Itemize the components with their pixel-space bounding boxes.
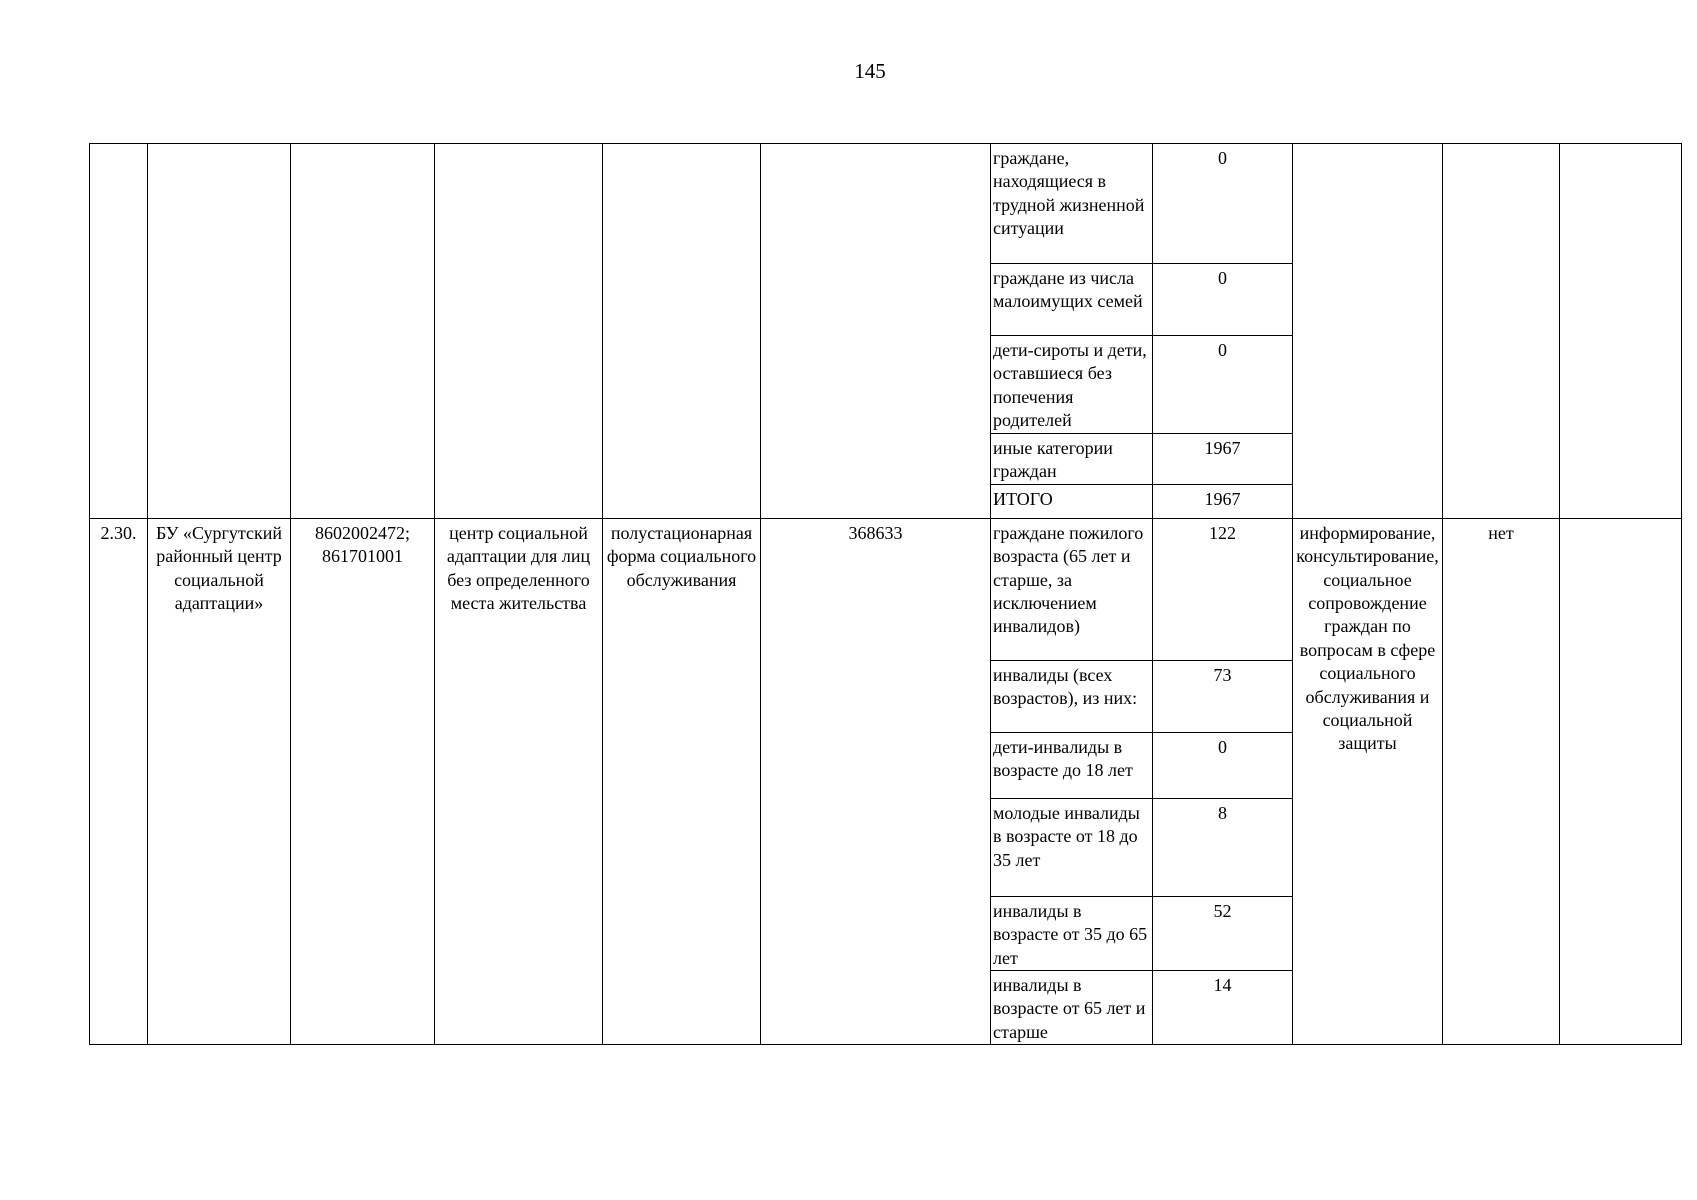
count-cell: 0: [1153, 264, 1293, 336]
category-cell: ИТОГО: [991, 484, 1153, 518]
cell-type: [435, 144, 603, 519]
category-cell: инвалиды в возрасте от 35 до 65 лет: [991, 896, 1153, 970]
count-cell: 8: [1153, 798, 1293, 896]
page-number: 145: [854, 59, 886, 83]
table-row: [90, 518, 1682, 660]
entry-number: 2.30.: [90, 518, 148, 1044]
entry-form: полустационарная форма социального обслуживания: [603, 518, 761, 1044]
category-cell: граждане, находящиеся в трудной жизненной ситуации: [991, 144, 1153, 264]
category-cell: иные категории граждан: [991, 434, 1153, 485]
count-cell: 1967: [1153, 434, 1293, 485]
count-cell: 52: [1153, 896, 1293, 970]
category-cell: инвалиды (всех возрастов), из них:: [991, 660, 1153, 732]
cell-code: [761, 144, 991, 519]
count-cell: 0: [1153, 732, 1293, 798]
count-cell: 1967: [1153, 484, 1293, 518]
cell-last: [1560, 144, 1682, 519]
entry-services: информирование, консультирование, социальное сопровождение граждан по вопросам в сфере социального обслуживания и социальной защиты: [1293, 518, 1443, 1044]
table-row: [90, 144, 1682, 264]
category-cell: граждане пожилого возраста (65 лет и старше, за исключением инвалидов): [991, 518, 1153, 660]
category-cell: инвалиды в возрасте от 65 лет и старше: [991, 971, 1153, 1045]
count-cell: 122: [1153, 518, 1293, 660]
entry-flag: нет: [1443, 518, 1560, 1044]
count-cell: 14: [1153, 971, 1293, 1045]
cell-flag: [1443, 144, 1560, 519]
category-cell: граждане из числа малоимущих семей: [991, 264, 1153, 336]
count-cell: 0: [1153, 336, 1293, 434]
category-cell: дети-инвалиды в возрасте до 18 лет: [991, 732, 1153, 798]
cell-name: [148, 144, 291, 519]
registry-table: [89, 143, 1682, 1045]
category-cell: молодые инвалиды в возрасте от 18 до 35 лет: [991, 798, 1153, 896]
entry-last: [1560, 518, 1682, 1044]
cell-inn-kpp: [291, 144, 435, 519]
count-cell: 0: [1153, 144, 1293, 264]
cell-services: [1293, 144, 1443, 519]
cell-number: [90, 144, 148, 519]
entry-type: центр социальной адаптации для лиц без определенного места жительства: [435, 518, 603, 1044]
category-cell: дети-сироты и дети, оставшиеся без попечения родителей: [991, 336, 1153, 434]
entry-inn-kpp: 8602002472; 861701001: [291, 518, 435, 1044]
entry-name: БУ «Сургутский районный центр социальной адаптации»: [148, 518, 291, 1044]
count-cell: 73: [1153, 660, 1293, 732]
entry-code: 368633: [761, 518, 991, 1044]
cell-form: [603, 144, 761, 519]
